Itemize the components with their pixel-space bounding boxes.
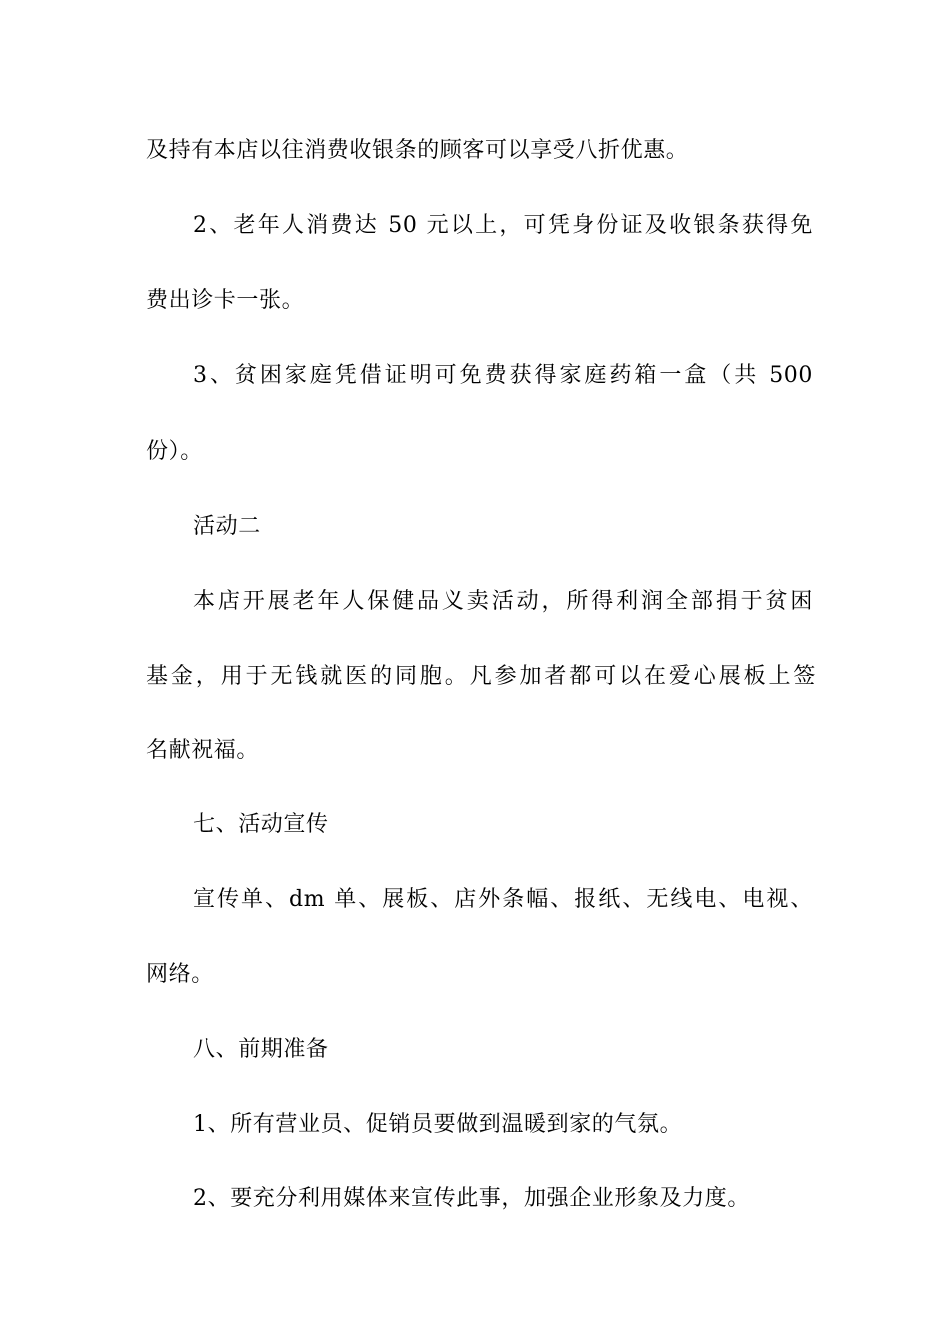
activity-two-line-3: 名献祝福。 xyxy=(146,738,260,763)
list-item-3-line-2: 份）。 xyxy=(146,439,203,464)
preparation-item-2: 2、要充分利用媒体来宣传此事，加强企业形象及力度。 xyxy=(193,1186,750,1211)
activity-two-line-2: 基金，用于无钱就医的同胞。凡参加者都可以在爱心展板上签 xyxy=(146,664,816,689)
section-heading-preparation: 八、前期准备 xyxy=(193,1037,329,1062)
list-item-3-line-1: 3、贫困家庭凭借证明可免费获得家庭药箱一盒（共 500 xyxy=(193,363,813,388)
list-item-2-line-1: 2、老年人消费达 50 元以上，可凭身份证及收银条获得免 xyxy=(193,213,813,238)
activity-two-line-1: 本店开展老年人保健品义卖活动，所得利润全部捐于贫困 xyxy=(193,589,813,614)
section-heading-activity-two: 活动二 xyxy=(193,514,261,539)
paragraph-line-continuation: 及持有本店以往消费收银条的顾客可以享受八折优惠。 xyxy=(146,138,689,163)
section-heading-publicity: 七、活动宣传 xyxy=(193,812,329,837)
preparation-item-1: 1、所有营业员、促销员要做到温暖到家的气氛。 xyxy=(193,1112,683,1137)
publicity-line-1: 宣传单、dm 单、展板、店外条幅、报纸、无线电、电视、 xyxy=(193,887,813,912)
list-item-2-line-2: 费出诊卡一张。 xyxy=(146,288,305,313)
publicity-line-2: 网络。 xyxy=(146,962,214,987)
